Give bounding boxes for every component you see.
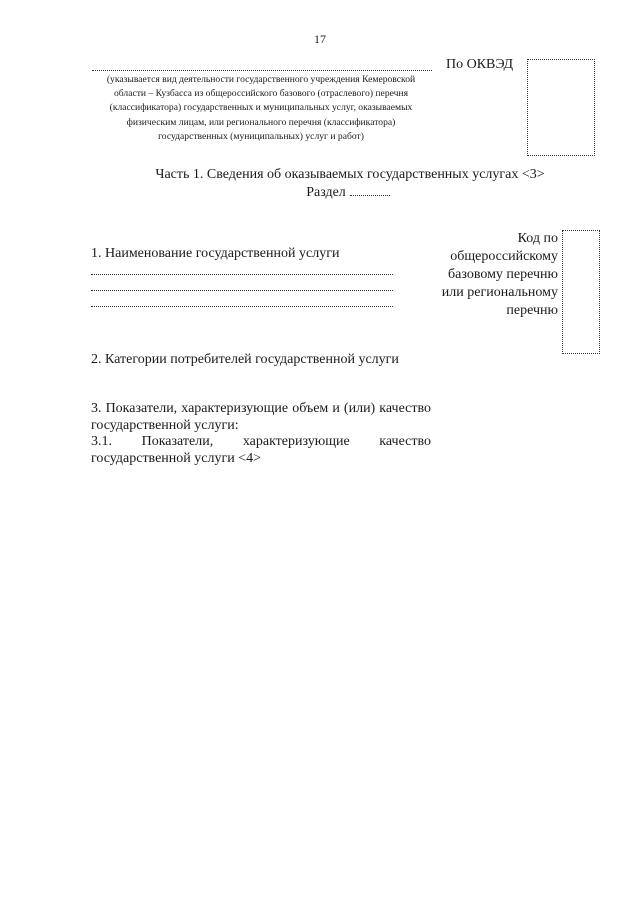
- section-number-blank[interactable]: [350, 195, 390, 196]
- part-title: Часть 1. Сведения об оказываемых государственных услугах <3>: [155, 167, 545, 182]
- code-label: Код по общероссийскому базовому перечню или региональному перечню: [441, 231, 558, 318]
- service-name-line-3[interactable]: [91, 306, 393, 307]
- quality-indicators-label: 3.1. Показатели, характеризующие качество государственной услуги <4>: [91, 434, 431, 466]
- service-name-line-2[interactable]: [91, 290, 393, 291]
- okved-activity-note: (указывается вид деятельности государственного учреждения Кемеровской области – Кузбасса из общероссийского базового (отраслевого) перечня (классификатора) государственных и муниципальных услуг, оказываемых физическим лицам, или регионального перечня (классификатора) государственных (муниципальных) услуг и работ): [106, 74, 416, 142]
- service-name-label: 1. Наименование государственной услуги: [91, 246, 340, 261]
- consumer-categories-label: 2. Категории потребителей государственной услуги: [91, 352, 399, 367]
- okved-code-box[interactable]: [527, 59, 595, 156]
- section-heading: [0, 185, 640, 201]
- okved-label: По ОКВЭД: [446, 57, 514, 72]
- indicators-block: [91, 401, 431, 467]
- indicators-label: 3. Показатели, характеризующие объем и (или) качество государственной услуги:: [91, 401, 431, 433]
- okved-activity-line: [92, 70, 432, 71]
- page-number: 17: [314, 32, 326, 46]
- service-name-line-1[interactable]: [91, 274, 393, 275]
- section-label: Раздел: [306, 185, 346, 200]
- service-code-box[interactable]: [562, 230, 600, 354]
